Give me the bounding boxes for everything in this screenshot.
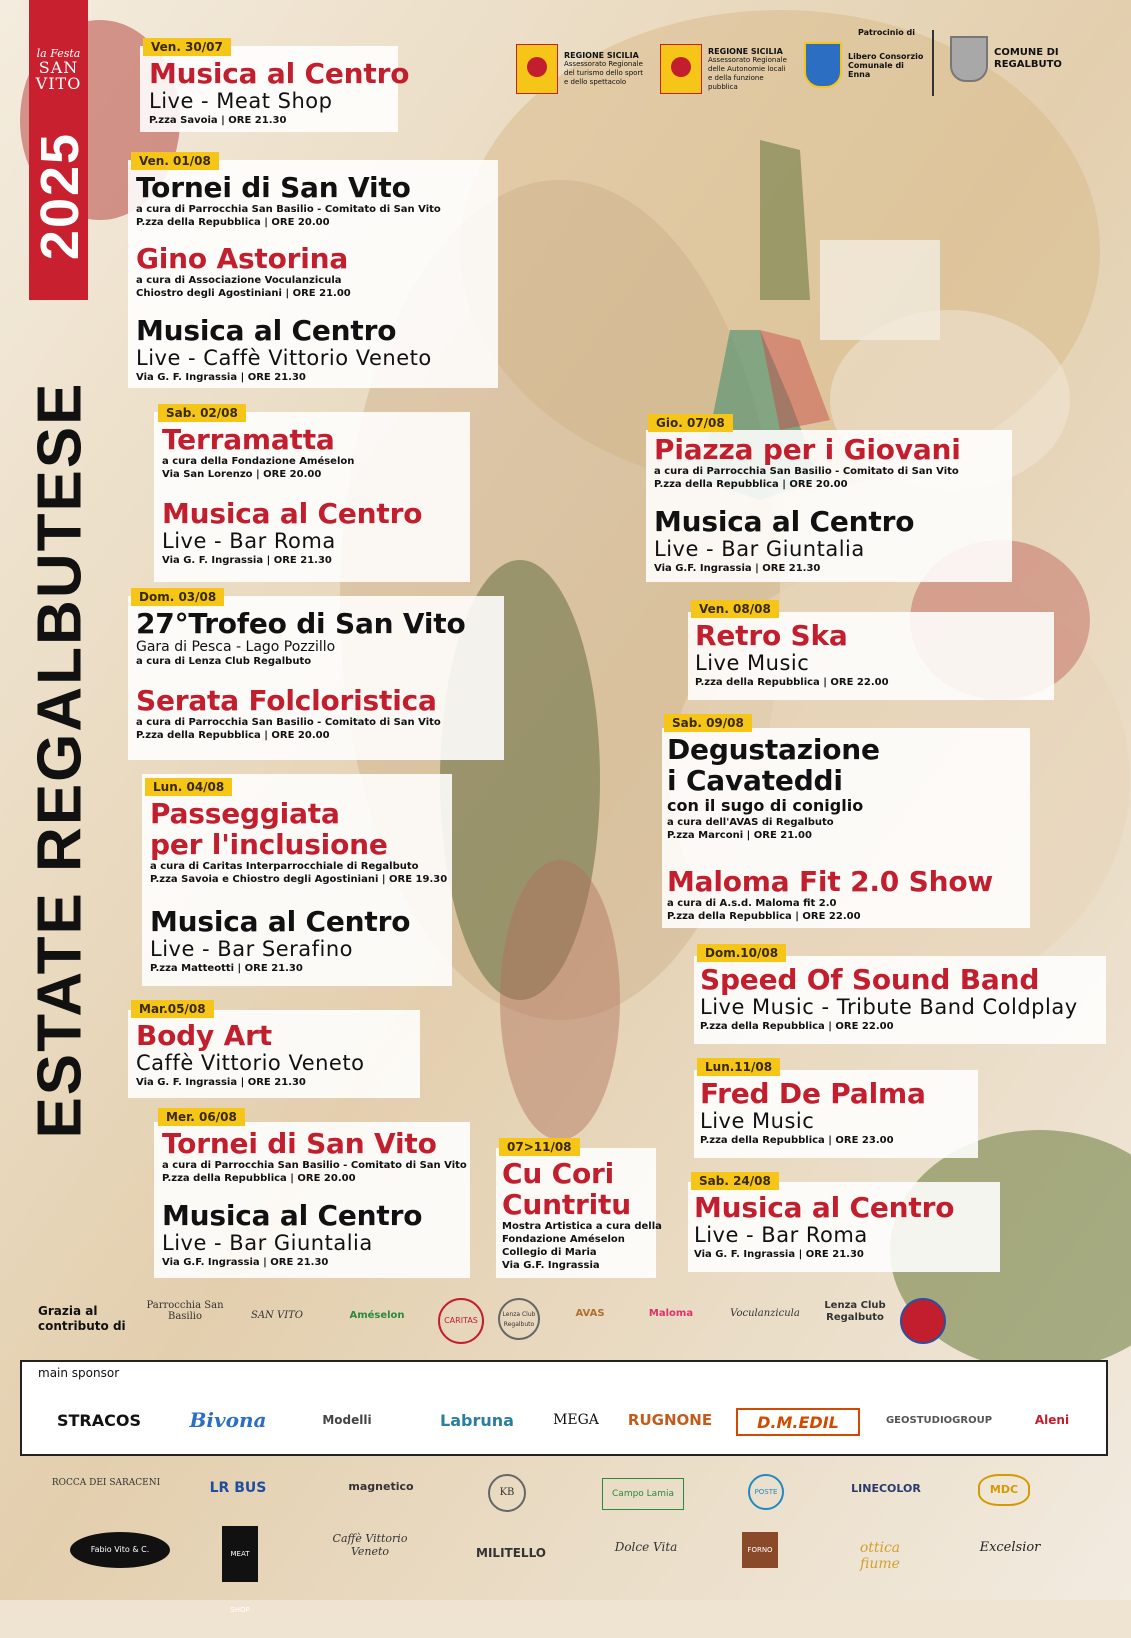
logo-forno: FORNO (742, 1532, 778, 1568)
event-place: P.zza della Repubblica | ORE 22.00 (667, 911, 861, 922)
logo-rocca-dei-saraceni: ROCCA DEI SARACENI (51, 1478, 161, 1488)
festa-san-vito-logo: la Festa SAN VITO (35, 47, 82, 94)
event-place: Via G.F. Ingrassia | ORE 21.30 (162, 1257, 329, 1268)
event-organizer: a cura di Associazione Voculanzicula (136, 275, 342, 286)
main-title: ESTATE REGALBUTESE (25, 381, 95, 1139)
event-subtitle: Caffè Vittorio Veneto (136, 1051, 365, 1075)
event-subtitle: Gara di Pesca - Lago Pozzillo (136, 639, 336, 655)
event-place: Via San Lorenzo | ORE 20.00 (162, 469, 322, 480)
event-trofeo-di-san-vito (136, 608, 466, 668)
event-date: Ven. 30/07 (143, 38, 231, 56)
event-place: Chiostro degli Agostiniani | ORE 21.00 (136, 288, 351, 299)
event-title: Serata Folcloristica (136, 684, 437, 717)
event-subtitle: Live - Meat Shop (149, 89, 333, 113)
event-title-line1: Cu Cori (502, 1157, 615, 1190)
event-organizer: a cura di Parrocchia San Basilio - Comitato di San Vito (654, 466, 959, 477)
event-title: Maloma Fit 2.0 Show (667, 865, 994, 898)
event-organizer: a cura di A.s.d. Maloma fit 2.0 (667, 898, 837, 909)
event-date: Gio. 07/08 (648, 414, 733, 432)
event-subtitle: Live - Bar Roma (162, 529, 336, 553)
enna-shield-icon (804, 42, 842, 88)
event-subtitle: con il sugo di coniglio (667, 796, 864, 815)
footer-sponsor-logos (0, 1470, 1131, 1614)
event-body-art (136, 1020, 364, 1089)
event-musica-al-centro-bar-roma-2 (694, 1192, 954, 1261)
event-title: Musica al Centro (654, 505, 915, 538)
logo-poste: POSTE (748, 1474, 784, 1510)
logo-lenza-club-small: Lenza Club Regalbuto (498, 1298, 540, 1340)
event-date: Dom. 03/08 (131, 588, 224, 606)
event-date: Ven. 01/08 (131, 152, 219, 170)
event-place: P.zza Matteotti | ORE 21.30 (150, 963, 303, 974)
event-date: Ven. 08/08 (691, 600, 779, 618)
logo-linecolor: LINECOLOR (851, 1482, 921, 1495)
logo-round-emblem (900, 1298, 946, 1344)
logo-maloma: Maloma (648, 1308, 694, 1319)
sponsor-labruna: Labruna (440, 1410, 514, 1430)
event-passeggiata-per-inclusione (150, 798, 447, 886)
sponsor-rugnone: RUGNONE (627, 1411, 713, 1429)
logo-militello: MILITELLO (476, 1546, 546, 1560)
event-date: Sab. 09/08 (664, 714, 752, 732)
event-place: P.zza della Repubblica | ORE 20.00 (136, 730, 330, 741)
event-title-line1: Passeggiata (150, 797, 340, 830)
event-date: Mer. 06/08 (158, 1108, 245, 1126)
event-subtitle: Live Music (695, 651, 810, 675)
sponsor-modelli: Modelli (322, 1413, 372, 1427)
event-place: P.zza Marconi | ORE 21.00 (667, 830, 812, 841)
sponsor-stracos: STRACOS (56, 1410, 141, 1430)
event-title: 27°Trofeo di San Vito (136, 607, 466, 640)
event-place: Via G. F. Ingrassia | ORE 21.30 (136, 1077, 306, 1088)
event-subtitle: Live Music (700, 1109, 815, 1133)
logo-lenza-club: Lenza Club Regalbuto (824, 1300, 886, 1323)
logo-magnetico: magnetico (348, 1480, 414, 1493)
event-place: Via G. F. Ingrassia | ORE 21.30 (136, 372, 306, 383)
event-place: P.zza della Repubblica | ORE 20.00 (136, 217, 330, 228)
event-organizer: a cura della Fondazione Améselon (162, 456, 355, 467)
event-organizer-line2: Fondazione Améselon (502, 1234, 625, 1245)
event-organizer: a cura di Parrocchia San Basilio - Comitato di San Vito (136, 717, 441, 728)
event-organizer: a cura dell'AVAS di Regalbuto (667, 817, 834, 828)
event-subtitle: Live Music - Tribute Band Coldplay (700, 995, 1078, 1019)
regione-sicilia-autonomie: REGIONE SICILIA Assessorato Regionale delle Autonomie locali e della funzione pubblica (660, 44, 790, 94)
event-degustazione-cavateddi (667, 734, 880, 842)
logo-avas: AVAS (575, 1308, 605, 1319)
logo-parrocchia-san-basilio: Parrocchia San Basilio (146, 1300, 224, 1322)
event-musica-al-centro-bar-roma (162, 498, 422, 567)
event-tornei-di-san-vito (136, 172, 441, 229)
event-title: Tornei di San Vito (136, 171, 411, 204)
event-date: Sab. 24/08 (691, 1172, 779, 1190)
event-place: Via G.F. Ingrassia | ORE 21.30 (654, 563, 821, 574)
event-organizer: a cura di Lenza Club Regalbuto (136, 656, 312, 667)
event-organizer: a cura di Parrocchia San Basilio - Comitato di San Vito (136, 204, 441, 215)
event-place: P.zza Savoia e Chiostro degli Agostiniani | ORE 19.30 (150, 874, 448, 885)
event-retro-ska (695, 620, 889, 689)
event-title: Gino Astorina (136, 242, 349, 275)
event-organizer-line1: Mostra Artistica a cura della (502, 1221, 662, 1232)
event-serata-folcloristica (136, 685, 441, 742)
event-subtitle: Live - Bar Giuntalia (162, 1231, 373, 1255)
event-organizer: a cura di Parrocchia San Basilio - Comitato di San Vito (162, 1160, 467, 1171)
event-title: Musica al Centro (149, 57, 410, 90)
sponsor-bivona: Bivona (189, 1408, 267, 1432)
main-sponsor-label: main sponsor (38, 1366, 120, 1380)
sponsor-mega: MEGA (553, 1412, 599, 1428)
thanks-label: Grazia al contributo di (38, 1304, 126, 1333)
event-title: Musica al Centro (150, 905, 411, 938)
logo-ameselon: Améselon (349, 1310, 405, 1321)
event-musica-al-centro-bar-giuntalia-2 (654, 506, 914, 575)
logo-campo-lamia: Campo Lamia (602, 1478, 684, 1510)
event-subtitle: Live - Bar Roma (694, 1223, 868, 1247)
event-subtitle: Live - Bar Giuntalia (654, 537, 865, 561)
event-place: P.zza Savoia | ORE 21.30 (149, 115, 287, 126)
logo-kb: KB (488, 1474, 526, 1512)
event-place: Via G. F. Ingrassia | ORE 21.30 (694, 1249, 864, 1260)
event-title: Tornei di San Vito (162, 1127, 437, 1160)
event-title: Body Art (136, 1019, 272, 1052)
event-title: Musica al Centro (162, 497, 423, 530)
event-musica-al-centro-bar-serafino (150, 906, 410, 975)
event-date: Mar.05/08 (131, 1000, 214, 1018)
logo-meat-shop: MEAT SHOP (222, 1526, 258, 1582)
logo-caffe-vittorio-veneto: Caffè Vittorio Veneto (332, 1532, 408, 1558)
event-date: 07>11/08 (499, 1138, 580, 1156)
trinacria-icon (516, 44, 558, 94)
event-date: Lun.11/08 (697, 1058, 780, 1076)
event-musica-al-centro-bar-giuntalia (162, 1200, 422, 1269)
event-title: Musica al Centro (136, 314, 397, 347)
logo-excelsior: Excelsior (979, 1540, 1041, 1555)
event-date: Dom.10/08 (697, 944, 786, 962)
logo-lr-bus: LR BUS (209, 1480, 267, 1496)
event-venue: Collegio di Maria (502, 1247, 597, 1258)
event-place: Via G. F. Ingrassia | ORE 21.30 (162, 555, 332, 566)
libero-consorzio-enna: Libero Consorzio Comunale di Enna (804, 42, 928, 88)
event-title: Piazza per i Giovani (654, 433, 961, 466)
event-musica-al-centro-meat-shop (149, 58, 409, 127)
event-address: Via G.F. Ingrassia (502, 1260, 600, 1271)
event-place: P.zza della Repubblica | ORE 20.00 (162, 1173, 356, 1184)
regalbuto-shield-icon (950, 36, 988, 82)
event-fred-de-palma (700, 1078, 926, 1147)
logo-caritas: CARITAS (438, 1298, 484, 1344)
event-organizer: a cura di Caritas Interparrocchiale di Regalbuto (150, 861, 419, 872)
sponsor-aleni: Aleni (1034, 1413, 1070, 1427)
event-speed-of-sound-band (700, 964, 1078, 1033)
event-title: Musica al Centro (162, 1199, 423, 1232)
event-tornei-di-san-vito-2 (162, 1128, 467, 1185)
thanks-logos-row (20, 1296, 1110, 1352)
comune-regalbuto: COMUNE DI REGALBUTO (950, 36, 1084, 82)
event-title: Musica al Centro (694, 1191, 955, 1224)
event-piazza-per-i-giovani (654, 434, 961, 491)
event-title: Retro Ska (695, 619, 848, 652)
event-subtitle: Live - Bar Serafino (150, 937, 354, 961)
event-title: Fred De Palma (700, 1077, 926, 1110)
logo-ottica-fiume: ottica fiume (859, 1540, 901, 1572)
event-title: Terramatta (162, 423, 335, 456)
logo-dolce-vita: Dolce Vita (614, 1540, 678, 1554)
main-sponsor-box (20, 1360, 1108, 1456)
year-label: 2025 (30, 131, 90, 261)
logo-fabio-vito: Fabio Vito & C. (70, 1532, 170, 1568)
logo-mdc: MDC (978, 1474, 1030, 1506)
event-title: Speed Of Sound Band (700, 963, 1040, 996)
event-title-line1: Degustazione (667, 733, 880, 766)
event-cu-cori-cuntritu (502, 1158, 662, 1272)
patrocinio-label: Patrocinio di (858, 28, 915, 37)
event-place: P.zza della Repubblica | ORE 22.00 (700, 1021, 894, 1032)
logo-san-vito: SAN VITO (250, 1310, 304, 1321)
logo-voculanzicula: Voculanzicula (730, 1308, 800, 1319)
regione-sicilia-turismo: REGIONE SICILIA Assessorato Regionale del turismo dello sport e dello spettacolo (516, 44, 646, 94)
event-gino-astorina (136, 243, 351, 300)
event-title-line2: i Cavateddi (667, 764, 843, 797)
event-place: P.zza della Repubblica | ORE 20.00 (654, 479, 848, 490)
event-title-line2: per l'inclusione (150, 828, 388, 861)
patronage-divider (932, 30, 934, 96)
sponsor-geostudiogroup: GEOSTUDIOGROUP (885, 1414, 993, 1426)
event-date: Sab. 02/08 (158, 404, 246, 422)
event-place: P.zza della Repubblica | ORE 23.00 (700, 1135, 894, 1146)
event-title-line2: Cuntritu (502, 1188, 631, 1221)
patronage-header (510, 28, 1110, 108)
event-terramatta (162, 424, 354, 481)
event-date: Lun. 04/08 (145, 778, 232, 796)
event-subtitle: Live - Caffè Vittorio Veneto (136, 346, 432, 370)
event-place: P.zza della Repubblica | ORE 22.00 (695, 677, 889, 688)
event-maloma-fit-show (667, 866, 993, 923)
event-musica-al-centro-vittorio-veneto (136, 315, 432, 384)
sponsor-dm-edil: D.M.EDIL (736, 1408, 860, 1436)
trinacria-icon (660, 44, 702, 94)
